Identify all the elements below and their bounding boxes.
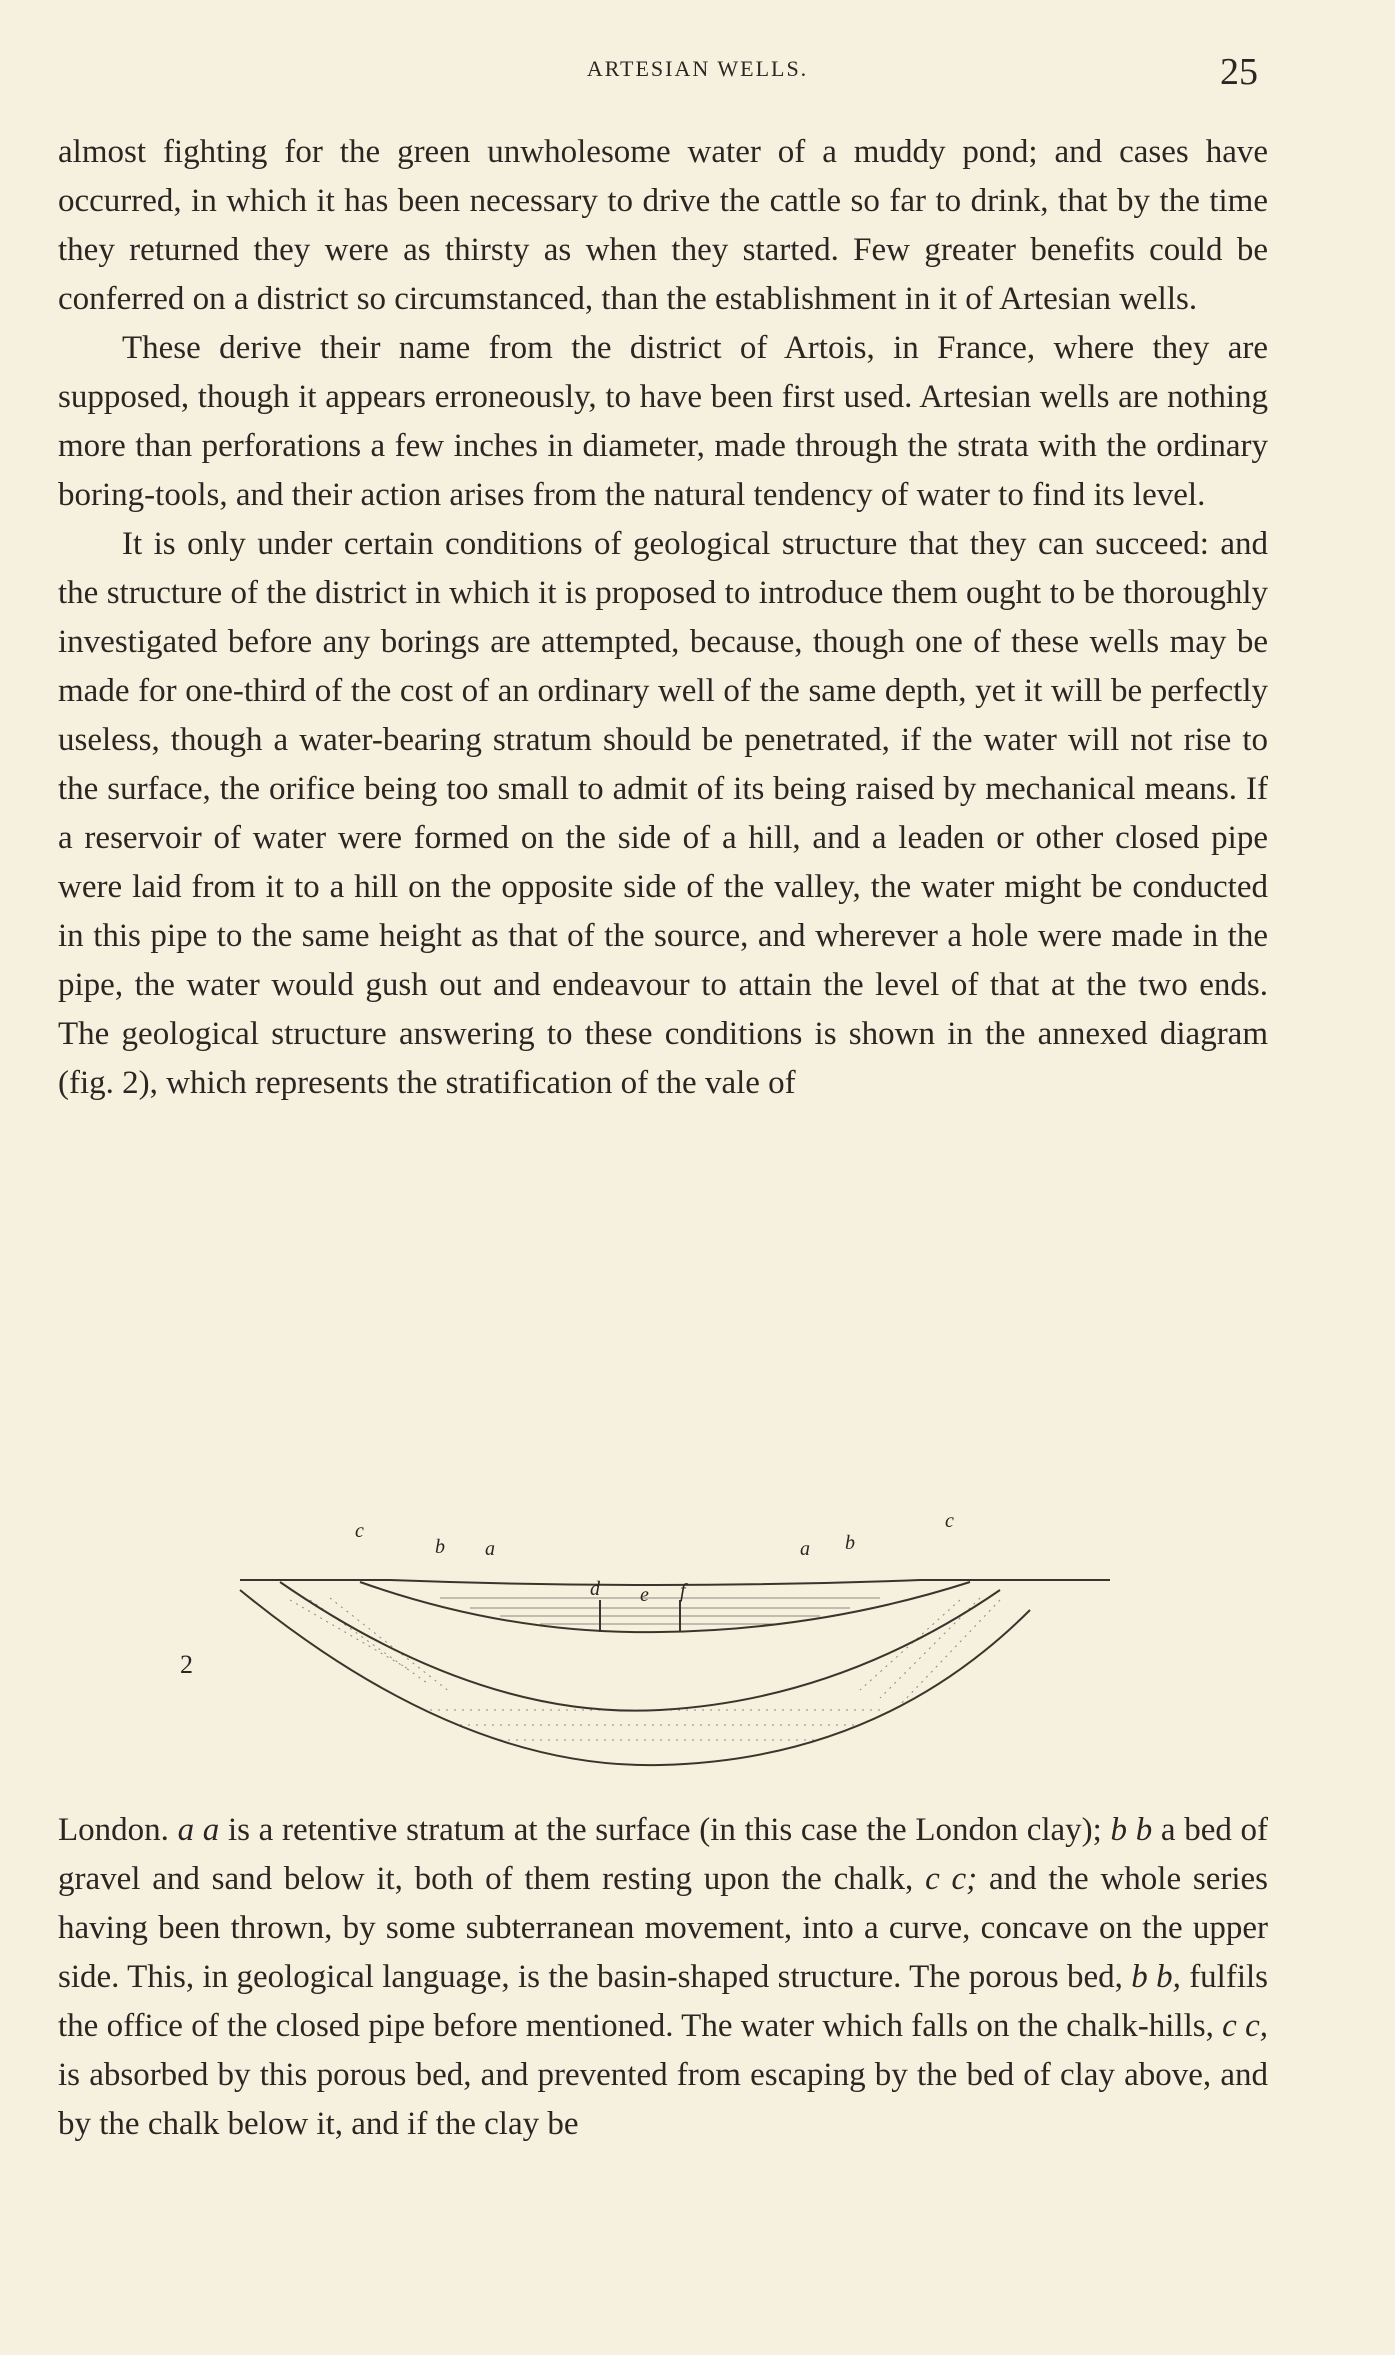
text-run: London. [58, 1812, 169, 1848]
running-head-title: ARTESIAN WELLS. [586, 56, 809, 81]
paragraph-continuation [58, 1806, 1268, 2149]
text-run: a bed of gravel and sand below it, both of them resting upon the chalk, [58, 1812, 1269, 1897]
fig-label-c-right: c [945, 1510, 954, 1532]
paragraph-3: It is only under certain conditions of geological structure that they can succeed: and the structure of the district in which it is proposed to introduce them ought to be thoroughly investigated before any borings are attempted, because, though one of these wells may be made for one-third of the cost of an ordinary well of the same depth, yet it will be perfectly useless, though a water-bearing stratum should be penetrated, if the water will not rise to the surface, the orifice being too small to admit of its being raised by mechanical means. If a reservoir of water were formed on the side of a hill, and a leaden or other closed pipe were laid from it to a hill on the opposite side of the valley, the water might be conducted in this pipe to the same height as that of the source, and wherever a hole were made in the pipe, the water would gush out and endeavour to attain the level of that at the two ends. The geological structure answering to these conditions is shown in the annexed diagram (fig. 2), which represents the stratification of the vale of [58, 526, 1268, 1101]
fig-label-f: f [680, 1580, 686, 1602]
text-run: is a retentive stratum at the surface (in this case the London clay); [227, 1812, 1102, 1848]
figure-number: 2 [180, 1650, 193, 1679]
italic-ref-cc: c c; [925, 1861, 978, 1897]
figure-2-stratification-diagram [180, 1510, 1130, 1780]
text-run: fulfils the office of the closed pipe before mentioned. The water which falls on the chalk-hills, [58, 1959, 1269, 2044]
italic-ref-bb: b b [1110, 1812, 1153, 1848]
fig-label-b-right: b [845, 1532, 855, 1554]
fig-label-a-right: a [800, 1538, 810, 1560]
sand-stipple-base [430, 1710, 880, 1740]
fig-label-b-left: b [435, 1536, 445, 1558]
fig-label-d: d [590, 1578, 600, 1600]
italic-ref-cc-2: c c, [1222, 2008, 1268, 2044]
italic-ref-aa: a a [177, 1812, 220, 1848]
body-text-bottom [58, 1806, 1268, 2149]
paragraph-2: These derive their name from the district of Artois, in France, where they are supposed, though it appears erroneously, to have been first used. Artesian wells are nothing more than perforations a few inches in diameter, made through the strata with the ordinary boring-tools, and their action arises from the natural tendency of water to find its level. [58, 330, 1268, 513]
paragraph-1: almost fighting for the green unwholesome water of a muddy pond; and cases have occurred, in which it has been necessary to drive the cattle so far to drink, that by the time they returned they were as thirsty as when they started. Few greater benefits could be conferred on a district so circumstanced, than the establishment in it of Artesian wells. [58, 134, 1268, 317]
surface-line [240, 1580, 1110, 1585]
page-number: 25 [1220, 51, 1258, 93]
body-text-top [58, 128, 1268, 1108]
italic-ref-bb-2: b b, [1131, 1959, 1181, 1995]
fig-label-a-left: a [485, 1538, 495, 1560]
fig-label-e: e [640, 1584, 649, 1606]
fig-label-c-left: c [355, 1520, 364, 1542]
text-run: and the whole series having been thrown, by some subterranean movement, into a curve, concave on the upper side. This, in geological language, is the basin-shaped structure. The porous bed, [58, 1861, 1269, 1995]
running-head [0, 50, 1395, 93]
text-run: is absorbed by this porous bed, and prevented from escaping by the bed of clay above, and by the chalk below it, and if the clay be [58, 2057, 1268, 2142]
clay-base-curve [360, 1582, 970, 1632]
basin-diagram [180, 1520, 1130, 1780]
